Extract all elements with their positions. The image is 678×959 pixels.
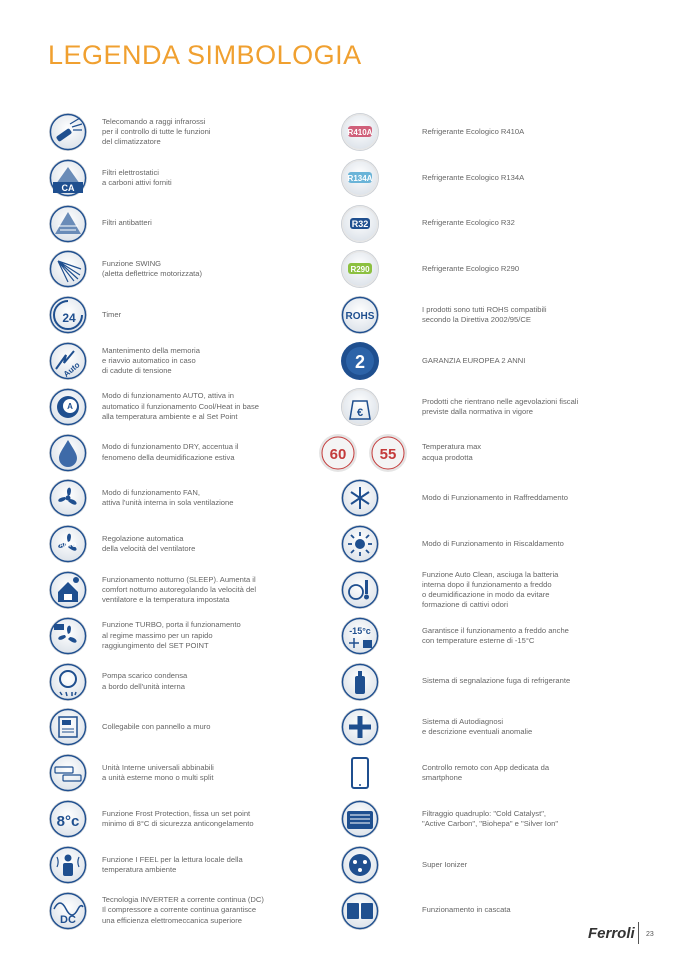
auto-fan-icon [48,524,88,564]
left-legend-text: Funzione SWING (aletta deflettrice motorizzata) [102,259,203,279]
r32-icon [340,204,380,244]
svg-text:R410A: R410A [347,128,373,137]
right-legend-text: Filtraggio quadruplo: "Cold Catalyst", "Active Carbon", "Biohepa" e "Silver Ion" [422,808,559,828]
right-legend-item [318,339,648,383]
left-legend-text: Filtri antibatteri [102,218,152,228]
right-legend-item [318,705,648,749]
left-legend-item [48,843,338,887]
condensate-pump-icon [48,662,88,702]
right-legend-text: Funzione Auto Clean, asciuga la batteria interna dopo il funzionamento a freddo o deumidificazione in modo da evitare formazione di cattivi odori [422,569,559,610]
left-legend-text: Funzione TURBO, porta il funzionamento al regime massimo per un rapido raggiungimento del SET POINT [102,620,241,650]
r410a-icon [340,112,380,152]
right-legend-item [318,110,648,154]
right-legend-text: Refrigerante Ecologico R134A [422,172,525,182]
left-legend-text: Tecnologia INVERTER a corrente continua (DC) Il compressore a corrente continua garantisce una efficienza elettromeccanica superiore [102,895,264,925]
left-legend-item [48,247,338,291]
left-legend-text: Pompa scarico condensa a bordo dell'unità interna [102,671,188,691]
svg-text:A: A [67,401,73,411]
svg-text:2: 2 [354,352,366,372]
left-legend-text: Funzione I FEEL per la lettura locale della temperatura ambiente [102,854,243,874]
right-legend-item [318,660,648,704]
svg-text:R32: R32 [351,218,369,229]
self-diagnosis-icon [340,707,380,747]
right-legend-item [318,476,648,520]
right-legend-text: Sistema di segnalazione fuga di refrigerante [422,676,571,686]
frost-protection-icon [48,799,88,839]
left-legend-text: Timer [102,310,122,320]
max-temperature-icon [318,433,408,473]
swing-icon [48,249,88,289]
right-legend-item [318,568,648,612]
right-legend-text: GARANZIA EUROPEA 2 ANNI [422,355,526,365]
right-legend-item [318,431,648,475]
right-legend-item [318,385,648,429]
right-legend-text: Super Ionizer [422,859,468,869]
turbo-icon [48,616,88,656]
left-legend-item [48,339,338,383]
i-feel-icon [48,845,88,885]
svg-text:AUTO: AUTO [59,543,77,550]
left-legend-text: Unità Interne universali abbinabili a unità esterne mono o multi split [102,762,214,783]
refrigerant-leak-icon [340,662,380,702]
left-legend-text: Mantenimento della memoria e riavvio automatico in caso di cadute di tensione [102,345,200,376]
right-legend-text: Refrigerante Ecologico R410A [422,126,525,136]
left-legend-item [48,156,338,200]
quad-filter-icon [340,799,380,839]
heating-mode-icon [340,524,380,564]
dry-mode-icon [48,433,88,473]
svg-text:R290: R290 [350,265,370,275]
dc-inverter-icon [48,891,88,931]
ca-filter-icon [48,158,88,198]
super-ionizer-icon [340,845,380,885]
right-legend-text: Funzionamento in cascata [422,905,511,915]
rohs-icon [340,295,380,335]
multi-split-icon [48,753,88,793]
r290-icon [340,249,380,289]
timer-icon [48,295,88,335]
page-number: 23 [646,931,654,938]
right-legend-text: Refrigerante Ecologico R32 [422,218,515,228]
footer-divider [638,922,639,944]
left-legend-item [48,385,338,429]
right-legend-item [318,751,648,795]
left-legend-item [48,705,338,749]
svg-text:60: 60 [329,445,347,463]
tax-incentive-icon [340,387,380,427]
warranty-icon [340,341,380,381]
right-legend-text: Refrigerante Ecologico R290 [422,264,520,274]
left-legend-text: Modo di funzionamento AUTO, attiva in automatico il funzionamento Cool/Heat in base alla temperatura ambiente e al Set Point [102,391,260,421]
left-legend-text: Funzionamento notturno (SLEEP). Aumenta il comfort notturno autoregolando la velocità del ventilatore e la temperatura impostata [102,574,257,605]
right-legend-item [318,797,648,841]
left-legend-item [48,614,338,658]
right-legend-item [318,293,648,337]
right-legend-item [318,522,648,566]
right-legend-text: Sistema di Autodiagnosi e descrizione eventuali anomalie [422,717,533,737]
right-legend-text: Prodotti che rientrano nelle agevolazioni fiscali previste dalla normativa in vigore [422,396,579,416]
page-title: LEGENDA SIMBOLOGIA [48,40,362,70]
remote-control-icon [48,112,88,152]
left-legend-item [48,797,338,841]
auto-restart-icon [48,341,88,381]
svg-text:DC: DC [60,913,76,926]
minus-15-icon [340,616,380,656]
ferroli-logo: Ferroli [588,925,635,942]
svg-text:8°c: 8°c [56,813,80,830]
right-legend-text: Controllo remoto con App dedicata da smartphone [422,762,550,783]
left-legend-item [48,751,338,795]
left-legend-item [48,110,338,154]
antibacteria-filter-icon [48,204,88,244]
smartphone-icon [340,753,380,793]
left-legend-text: Modo di funzionamento DRY, accentua il fenomeno della deumidificazione estiva [102,442,239,462]
right-legend-text: Temperatura max acqua prodotta [422,442,482,462]
left-legend-item [48,431,338,475]
right-legend-text: Modo di Funzionamento in Raffreddamento [422,493,568,503]
right-legend-item [318,247,648,291]
cascade-icon [340,891,380,931]
left-legend-text: Funzione Frost Protection, fissa un set point minimo di 8°C di sicurezza anticongelamento [102,808,254,828]
sleep-mode-icon [48,570,88,610]
right-legend-item [318,843,648,887]
left-legend-item [48,293,338,337]
right-legend-text: Garantisce il funzionamento a freddo anche con temperature esterne di -15°C [422,625,569,645]
left-legend-text: Collegabile con pannello a muro [102,722,211,732]
left-legend-item [48,522,338,566]
fan-mode-icon [48,478,88,518]
right-legend-text: Modo di Funzionamento in Riscaldamento [422,539,564,549]
wall-panel-icon [48,707,88,747]
left-legend-text: Filtri elettrostatici a carboni attivi forniti [102,167,172,187]
right-legend-item [318,156,648,200]
cooling-mode-icon [340,478,380,518]
right-legend-text: I prodotti sono tutti ROHS compatibili secondo la Direttiva 2002/95/CE [422,304,547,325]
r134a-icon [340,158,380,198]
svg-text:-15°c: -15°c [349,625,371,636]
svg-text:CA: CA [61,182,75,193]
left-legend-text: Modo di funzionamento FAN, attiva l'unità interna in sola ventilazione [102,488,234,508]
svg-text:R134A: R134A [347,173,373,183]
left-legend-item [48,568,338,612]
left-legend-text: Regolazione automatica della velocità del ventilatore [102,533,196,554]
svg-text:Auto: Auto [61,360,82,379]
left-legend-text: Telecomando a raggi infrarossi per il controllo di tutte le funzioni del climatizzatore [102,116,211,147]
svg-text:€: € [356,406,364,419]
svg-text:ROHS: ROHS [345,311,375,323]
auto-mode-icon [48,387,88,427]
right-legend-item [318,614,648,658]
left-legend-item [48,202,338,246]
right-legend-item [318,202,648,246]
svg-text:24: 24 [62,311,76,326]
left-legend-item [48,476,338,520]
auto-clean-icon [340,570,380,610]
left-legend-item [48,889,338,933]
left-legend-item [48,660,338,704]
svg-text:55: 55 [379,445,397,463]
